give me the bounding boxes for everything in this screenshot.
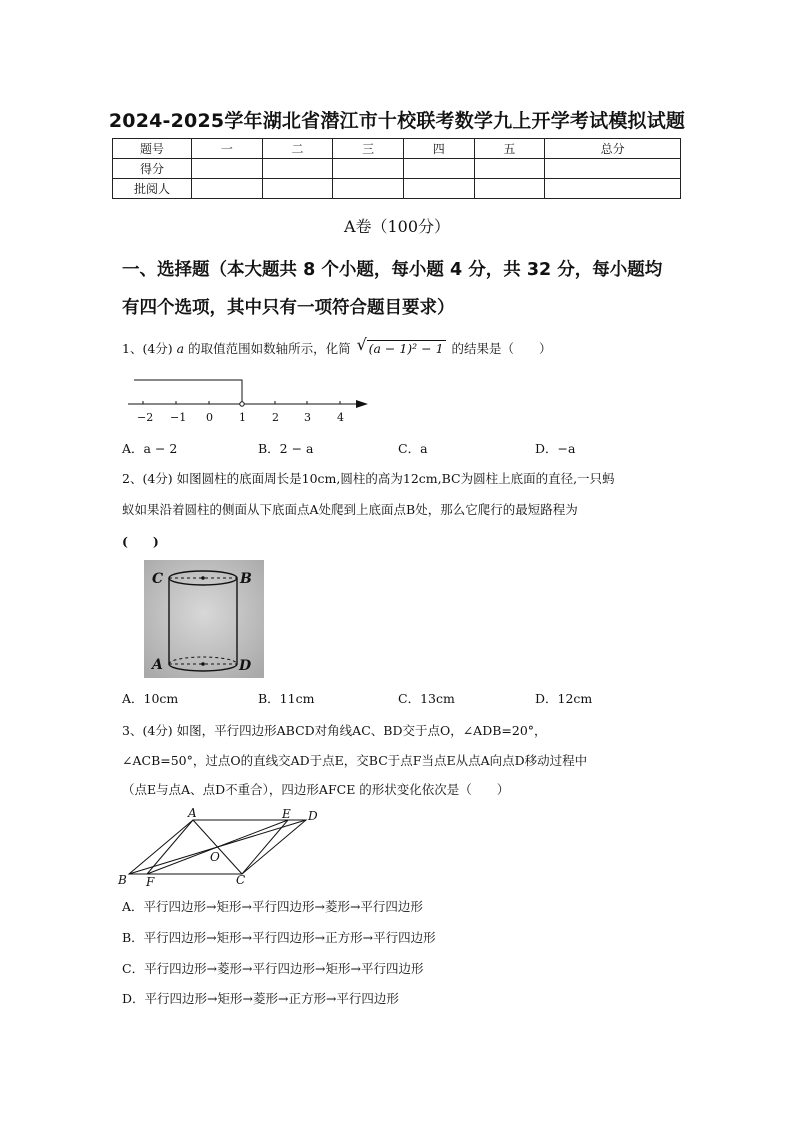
question-2-line3: ( ) [122,534,159,549]
axis-arrow-icon [356,400,368,408]
question-2-line1: 2、(4分) 如图圆柱的底面周长是10cm,圆柱的高为12cm,BC为圆柱上底面的直径,一只蚂 [122,471,615,486]
table-row [113,139,681,159]
question-1-options [122,439,682,457]
point-label: C [236,873,246,887]
table-cell [192,179,263,199]
table-cell [262,179,333,199]
table-cell: 批阅人 [113,179,192,199]
table-cell [333,179,404,199]
cylinder-figure [144,560,264,678]
point-label: D [239,658,252,674]
section-title: 一、选择题（本大题共 8 个小题，每小题 4 分，共 32 分，每小题均 [122,260,663,280]
sqrt-expression: √ (a − 1)² − 1 [356,335,444,356]
section-heading: A卷（100分） [343,217,451,236]
section-title: 有四个选项，其中只有一项符合题目要求） [122,298,455,318]
table-cell [474,159,545,179]
option-b[interactable]: B．11cm [258,691,315,706]
question-1-text: 1、(4分) a 的取值范围如数轴所示，化简 √ (a − 1)² − 1 的结果是（ ） [122,335,552,356]
option-d[interactable]: D．12cm [535,691,593,706]
point-label: B [240,571,252,587]
table-cell [403,159,474,179]
table-cell [474,179,545,199]
tick-label: −2 [137,411,154,424]
option-d[interactable]: D．平行四边形→矩形→菱形→正方形→平行四边形 [122,991,399,1006]
table-cell: 五 [474,139,545,159]
table-cell [262,159,333,179]
option-b[interactable]: B．2 − a [258,441,314,456]
range-bracket [134,380,242,404]
question-2-options [122,689,682,707]
segment-ce [242,820,288,874]
tick-label: 4 [337,411,344,424]
point-label: A [188,806,197,820]
option-c[interactable]: C．13cm [398,691,455,706]
table-cell: 二 [262,139,333,159]
question-3-line2: ∠ACB=50°，过点O的直线交AD于点E，交BC于点F当点E从点A向点D移动过程中 [122,753,588,768]
question-2-line2: 蚁如果沿着圆柱的侧面从下底面点A处爬到上底面点B处，那么它爬行的最短路程为 [122,502,578,517]
table-cell [545,159,681,179]
table-cell [192,159,263,179]
open-point [240,402,244,406]
option-a[interactable]: A．10cm [122,691,179,706]
table-cell: 总分 [545,139,681,159]
table-cell [403,179,474,199]
question-3-line3: （点E与点A、点D不重合），四边形AFCE 的形状变化依次是（ ） [122,782,510,797]
option-a[interactable]: A．平行四边形→矩形→平行四边形→菱形→平行四边形 [122,899,423,914]
page-title: 2024-2025学年湖北省潜江市十校联考数学九上开学考试模拟试题 [108,110,686,132]
line-ef [147,820,288,874]
point-label: B [118,873,127,887]
tick-label: 0 [206,411,213,424]
point-label: A [152,657,163,673]
table-cell: 得分 [113,159,192,179]
table-row [113,159,681,179]
table-row [113,179,681,199]
table-cell [545,179,681,199]
sqrt-icon: √ [356,335,367,354]
tick-label: −1 [170,411,187,424]
table-cell: 题号 [113,139,192,159]
point-label: E [282,807,291,821]
table-cell: 四 [403,139,474,159]
option-c[interactable]: C．平行四边形→菱形→平行四边形→矩形→平行四边形 [122,961,424,976]
segment-af [147,820,193,874]
score-table [112,138,681,199]
option-d[interactable]: D．−a [535,441,576,456]
option-b[interactable]: B．平行四边形→矩形→平行四边形→正方形→平行四边形 [122,930,436,945]
number-line-figure [120,372,380,430]
point-label: F [146,875,155,889]
table-cell: 一 [192,139,263,159]
table-cell [333,159,404,179]
tick-label: 3 [304,411,311,424]
option-c[interactable]: C．a [398,441,428,456]
point-label: D [308,809,318,823]
parallelogram-figure [112,806,332,890]
point-label: O [210,850,220,864]
table-cell: 三 [333,139,404,159]
tick-label: 1 [239,411,246,424]
point-label: C [152,571,164,587]
tick-label: 2 [272,411,279,424]
question-3-line1: 3、(4分) 如图，平行四边形ABCD对角线AC、BD交于点O，∠ADB=20°， [122,723,547,738]
option-a[interactable]: A．a − 2 [122,441,178,456]
